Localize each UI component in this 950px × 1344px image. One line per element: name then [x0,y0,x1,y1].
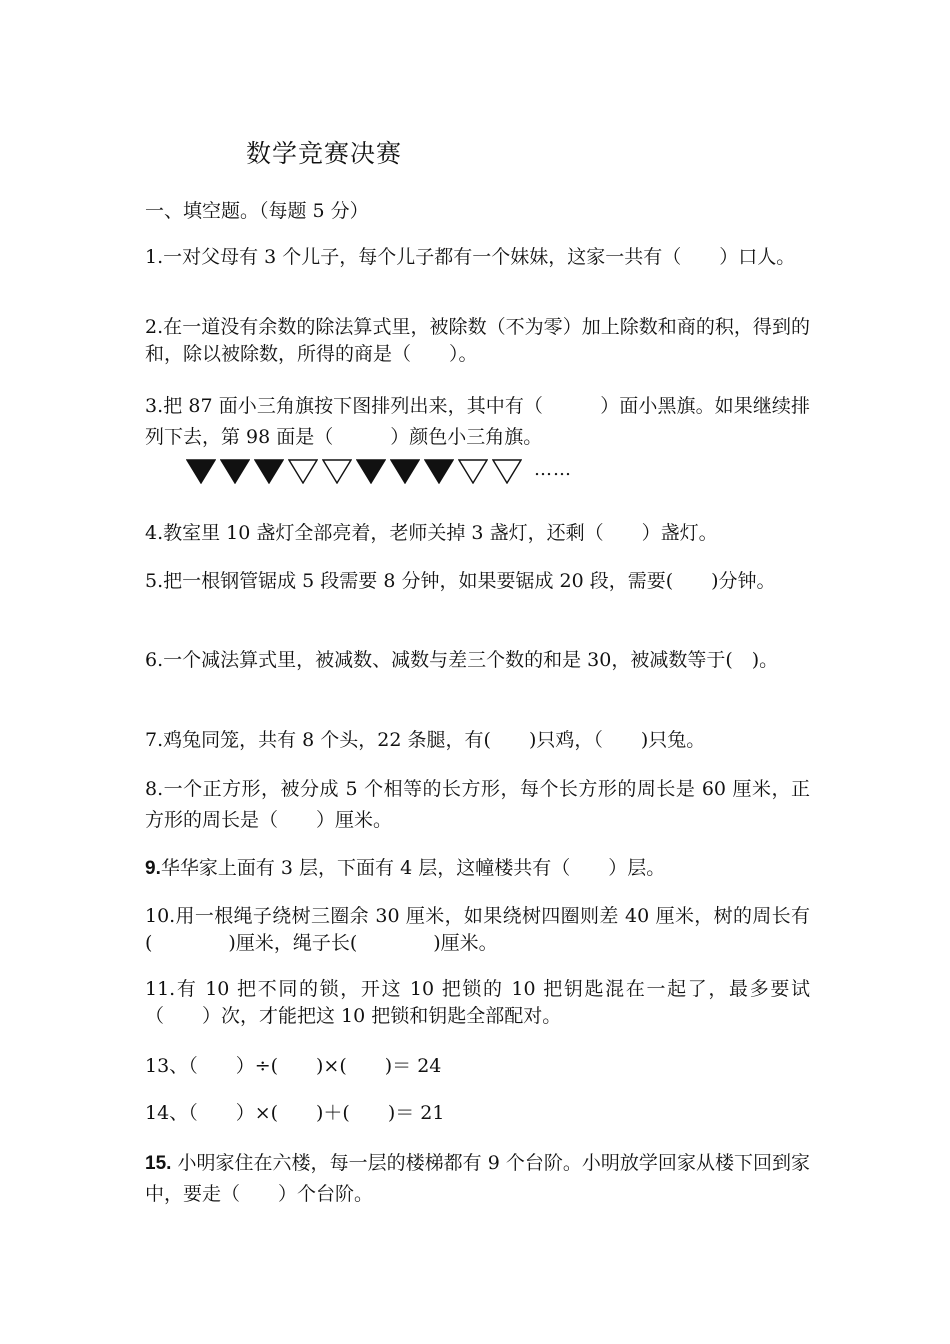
question-number: 3. [145,395,164,417]
question-number: 1. [145,246,164,268]
question-text: 一对父母有 3 个儿子，每个儿子都有一个妹妹，这家一共有（ ）口人。 [163,246,796,268]
question-4 [145,520,810,547]
black-triangle-flag-icon [254,458,284,484]
question-2 [145,314,810,368]
question-text: （ ）÷( )×( )＝ 24 [188,1055,442,1077]
question-number: 9. [145,858,161,879]
white-triangle-flag-icon [322,458,352,484]
question-text: 教室里 10 盏灯全部亮着，老师关掉 3 盏灯，还剩（ ）盏灯。 [163,522,718,544]
question-9 [145,855,810,882]
page-title: 数学竞赛决赛 [246,139,403,168]
question-3 [145,391,810,453]
question-number: 7. [145,729,164,751]
question-text: 用一根绳子绕树三圈余 30 厘米，如果绕树四圈则差 40 厘米，树的周长有( )厘米，绳子长( )厘米。 [145,905,810,954]
white-triangle-flag-icon [458,458,488,484]
section-heading: 一、填空题。（每题 5 分） [145,200,369,222]
question-text: 小明家住在六楼，每一层的楼梯都有 9 个台阶。小明放学回家从楼下回到家中，要走（ ）个台阶。 [145,1152,811,1205]
ellipsis: …… [534,458,572,480]
question-6 [145,645,810,676]
question-text: 有 10 把不同的锁，开这 10 把锁的 10 把钥匙混在一起了，最多要试（ ）次，才能把这 10 把锁和钥匙全部配对。 [145,978,810,1027]
question-text: 在一道没有余数的除法算式里，被除数（不为零）加上除数和商的积，得到的和，除以被除数，所得的商是（ ）。 [145,316,810,365]
question-1 [145,244,810,271]
question-5 [145,566,810,597]
question-13 [145,1053,810,1080]
question-number: 11. [145,978,176,1000]
question-number: 10. [145,905,176,927]
question-14 [145,1100,810,1127]
question-number: 8. [145,778,164,800]
question-text: 一个减法算式里，被减数、减数与差三个数的和是 30，被减数等于( )。 [163,649,779,671]
question-text: 把一根钢管锯成 5 段需要 8 分钟，如果要锯成 20 段，需要( )分钟。 [163,570,776,592]
question-11 [145,976,810,1030]
question-text: 把 87 面小三角旗按下图排列出来，其中有（ ）面小黑旗。如果继续排列下去，第 98 面是（ ）颜色小三角旗。 [145,395,810,448]
question-text: 一个正方形，被分成 5 个相等的长方形，每个长方形的周长是 60 厘米，正方形的周长是（ ）厘米。 [145,778,810,831]
question-number: 2. [145,316,164,338]
white-triangle-flag-icon [288,458,318,484]
question-number: 14、 [145,1102,189,1124]
black-triangle-flag-icon [356,458,386,484]
black-triangle-flag-icon [390,458,420,484]
black-triangle-flag-icon [424,458,454,484]
black-triangle-flag-icon [186,458,216,484]
white-triangle-flag-icon [492,458,522,484]
question-text: 鸡兔同笼，共有 8 个头，22 条腿，有( )只鸡，（ )只兔。 [163,729,706,751]
question-8 [145,774,810,836]
question-number: 15. [145,1153,172,1174]
question-number: 4. [145,522,164,544]
question-text: （ ）×( )＋( )＝ 21 [188,1102,445,1124]
question-text: 华华家上面有 3 层，下面有 4 层，这幢楼共有（ ）层。 [160,857,666,879]
question-15 [145,1148,810,1210]
question-number: 6. [145,649,164,671]
question-number: 5. [145,570,164,592]
question-10 [145,903,810,957]
triangle-flag-pattern [186,457,572,485]
question-7 [145,727,810,754]
black-triangle-flag-icon [220,458,250,484]
question-number: 13、 [145,1055,189,1077]
